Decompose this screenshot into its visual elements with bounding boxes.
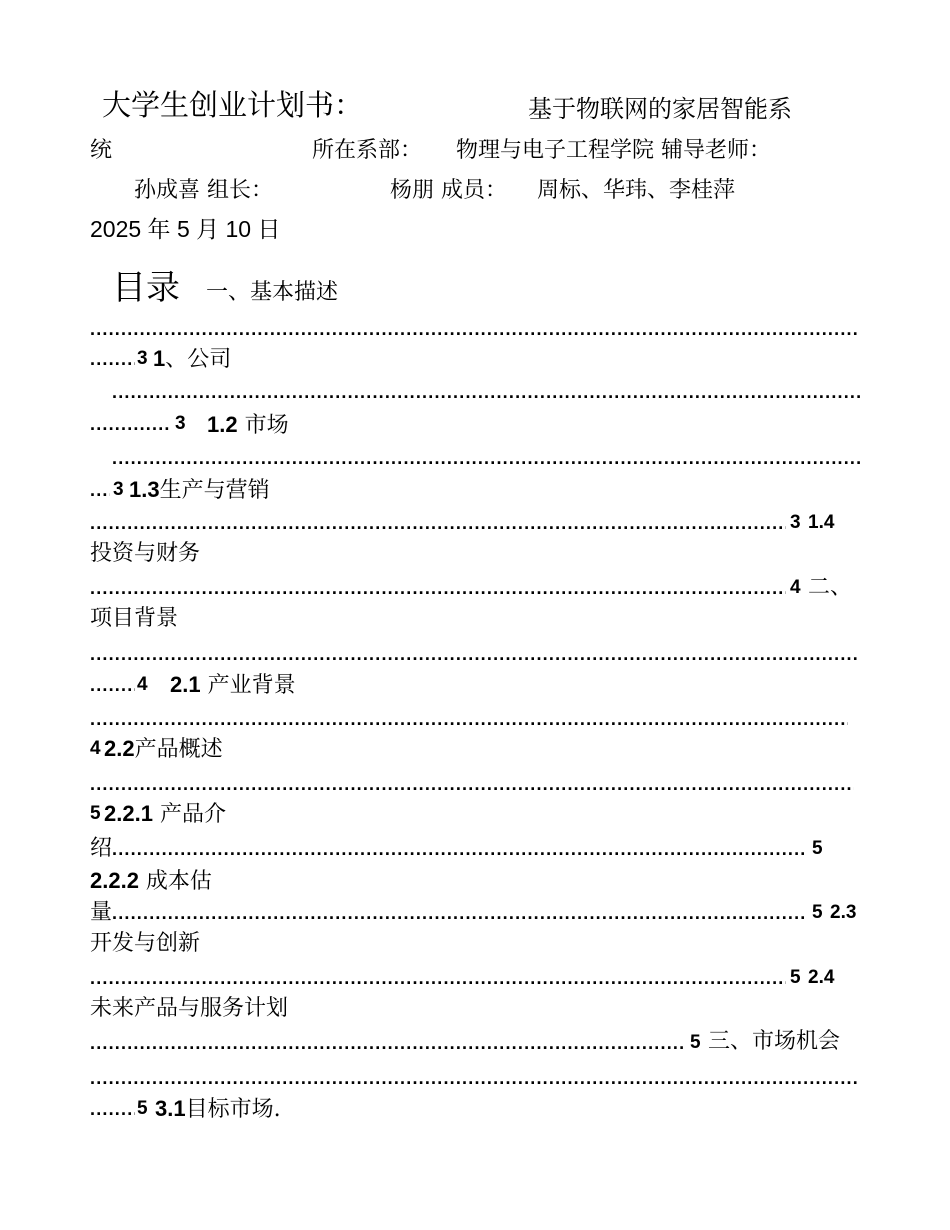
toc-entry-11-label[interactable]: 未来产品与服务计划 (90, 996, 289, 1021)
toc-title: 目录 (112, 268, 180, 308)
toc-entry-8-tail: 绍 (90, 836, 113, 861)
toc-page-num: 4 (90, 738, 101, 759)
toc-page-num: 5 (790, 967, 801, 988)
toc-page-num: 5 (137, 1098, 148, 1119)
toc-entry-5-num: 二、 (808, 575, 853, 600)
toc-leader-dots (90, 318, 860, 340)
cover-line-1 (102, 90, 363, 120)
cover-line-2 (90, 136, 112, 166)
dept-value: 物理与电子工程学院 (456, 138, 655, 163)
toc-entry-9-tail: 量 (90, 900, 113, 925)
toc-leader-dots (112, 838, 804, 860)
toc-page-num: 5 (690, 1032, 701, 1053)
toc-entry-4-num: 1.4 (808, 512, 835, 533)
toc-entry-3[interactable]: 1.3生产与营销 (129, 477, 270, 503)
toc-page-num: 4 (137, 674, 148, 695)
toc-page-num: 3 (175, 413, 186, 434)
toc-leader-dots (90, 643, 860, 665)
toc-entry-8[interactable]: 2.2.1 产品介 (104, 801, 226, 827)
toc-page-num: 3 (137, 348, 148, 369)
project-name-part1: 基于物联网的家居智能系 (528, 95, 792, 123)
members-value: 周标、华玮、李桂萍 (537, 178, 736, 203)
toc-leader-dots (90, 1032, 686, 1054)
toc-entry-4-label[interactable]: 投资与财务 (90, 541, 201, 566)
toc-entry-7[interactable]: 2.2产品概述 (104, 736, 223, 762)
toc-page-num: 3 (790, 512, 801, 533)
toc-entry-11-num: 2.4 (808, 967, 835, 988)
toc-leader-dots (90, 348, 135, 370)
toc-entry-10-label[interactable]: 开发与创新 (90, 931, 201, 956)
toc-entry-9[interactable]: 2.2.2 成本估 (90, 868, 212, 894)
toc-entry-13[interactable]: 3.1目标市场. (155, 1096, 281, 1122)
toc-page-num: 5 (812, 838, 823, 859)
toc-leader-dots (90, 708, 848, 730)
leader-value: 杨朋 (390, 178, 435, 203)
toc-leader-dots (90, 479, 110, 501)
toc-page-num: 4 (790, 577, 801, 598)
advisor-label: 辅导老师： (661, 138, 772, 163)
leader-label: 组长： (207, 178, 274, 203)
toc-page-num: 5 (812, 902, 823, 923)
advisor-value: 孙成喜 (134, 178, 201, 203)
members-label: 成员： (441, 178, 508, 203)
toc-leader-dots (112, 381, 860, 403)
toc-leader-dots (90, 1098, 135, 1120)
toc-entry-2[interactable]: 1.2 市场 (207, 412, 289, 438)
toc-leader-dots (90, 967, 786, 989)
toc-leader-dots (90, 674, 135, 696)
toc-leader-dots (90, 577, 786, 599)
toc-entry-6[interactable]: 2.1 产业背景 (170, 672, 296, 698)
toc-entry-12[interactable]: 三、市场机会 (708, 1029, 841, 1054)
cover-line-3b (390, 176, 735, 206)
toc-leader-dots (90, 1067, 860, 1089)
plan-title-label: 大学生创业计划书： (102, 88, 364, 122)
toc-entry-1[interactable]: 1、公司 (153, 346, 232, 372)
cover-date: 2025 年 5 月 10 日 (90, 216, 281, 242)
project-name-part2: 统 (90, 138, 113, 163)
toc-leader-dots (90, 413, 169, 435)
toc-page-num: 5 (90, 803, 101, 824)
toc-leader-dots (90, 512, 786, 534)
toc-leader-dots (112, 902, 804, 924)
dept-line (312, 136, 771, 166)
dept-label: 所在系部： (312, 138, 423, 163)
toc-leader-dots (90, 773, 854, 795)
toc-page-num: 3 (113, 479, 124, 500)
toc-entry-5-label[interactable]: 项目背景 (90, 606, 179, 631)
toc-entry-0-label: 一、基本描述 (206, 280, 339, 305)
toc-leader-dots (112, 447, 860, 469)
cover-line-3 (134, 176, 273, 206)
toc-entry-10-num: 2.3 (830, 902, 857, 923)
